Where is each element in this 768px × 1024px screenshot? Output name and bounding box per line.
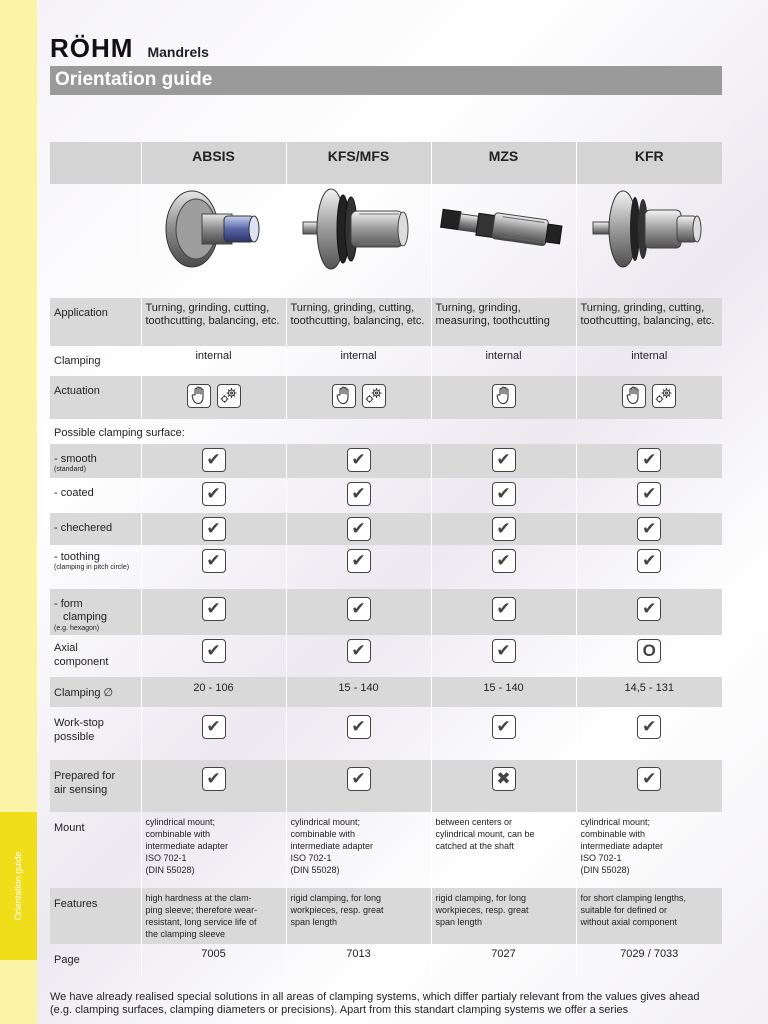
row-label: Mount bbox=[50, 812, 141, 888]
mount-value bbox=[431, 812, 576, 888]
application-value: Turning, grinding, cutting, toothcutting, balancing, etc. bbox=[576, 298, 722, 346]
side-tab-label: Orientation guide bbox=[13, 851, 23, 921]
check-icon: ✔ bbox=[492, 715, 516, 739]
actuation-row bbox=[50, 376, 722, 419]
product-image-mzs bbox=[431, 184, 576, 298]
check-icon: ✔ bbox=[637, 482, 661, 506]
mount-line: ISO 702-1 bbox=[290, 853, 332, 863]
features-line: workpieces, resp. great bbox=[290, 905, 384, 915]
title-bar bbox=[50, 66, 722, 95]
check-icon: ✔ bbox=[202, 482, 226, 506]
cell bbox=[141, 707, 286, 760]
check-icon: ✔ bbox=[202, 597, 226, 621]
smooth-row bbox=[50, 444, 722, 478]
cell bbox=[576, 545, 722, 589]
cell bbox=[286, 589, 431, 635]
features-value bbox=[286, 888, 431, 944]
workstop-label: Work-stop bbox=[54, 717, 104, 729]
cell bbox=[286, 444, 431, 478]
actuation-cell bbox=[576, 376, 722, 419]
orientation-table bbox=[50, 142, 722, 976]
check-icon: ✔ bbox=[492, 639, 516, 663]
cell bbox=[431, 513, 576, 545]
toothing-row bbox=[50, 545, 722, 589]
smooth-note: (standard) bbox=[54, 466, 86, 473]
application-value: Turning, grinding, measuring, toothcutting bbox=[431, 298, 576, 346]
row-label: Features bbox=[50, 888, 141, 944]
features-line: without axial component bbox=[580, 917, 678, 927]
row-label: Actuation bbox=[50, 376, 141, 419]
features-line: suitable for defined or bbox=[580, 905, 668, 915]
clamping-value: internal bbox=[286, 346, 431, 376]
features-line: rigid clamping, for long bbox=[435, 893, 527, 903]
section-subtitle: Mandrels bbox=[147, 44, 209, 60]
application-row bbox=[50, 298, 722, 346]
product-image-row bbox=[50, 184, 722, 298]
row-label bbox=[50, 635, 141, 677]
air-sensing-row bbox=[50, 760, 722, 812]
cell bbox=[141, 760, 286, 812]
form-label-2: clamping bbox=[63, 611, 108, 623]
row-label: Page bbox=[50, 944, 141, 976]
check-icon: ✔ bbox=[347, 517, 371, 541]
check-icon: ✔ bbox=[202, 715, 226, 739]
actuation-cell bbox=[286, 376, 431, 419]
diameter-value: 20 - 106 bbox=[141, 677, 286, 707]
features-line: for short clamping lengths, bbox=[580, 893, 687, 903]
cross-icon: ✖ bbox=[492, 767, 516, 791]
header-blank bbox=[50, 142, 141, 184]
cell bbox=[431, 589, 576, 635]
coated-row bbox=[50, 478, 722, 513]
intro-paragraph: We have already realised special solutions in all areas of clamping systems, which differ partialy relevant from the values gives ahead (e.g. clamping surfaces, clamping diameters or precisions). Apart from this standart clamping systems we offer a series bbox=[50, 991, 700, 1016]
row-label: Application bbox=[50, 298, 141, 346]
cell bbox=[576, 444, 722, 478]
mount-line: ISO 702-1 bbox=[580, 853, 622, 863]
application-value: Turning, grinding, cutting, toothcutting, balancing, etc. bbox=[286, 298, 431, 346]
brand-header bbox=[50, 33, 209, 64]
surface-heading: Possible clamping surface: bbox=[54, 427, 185, 439]
cell bbox=[431, 478, 576, 513]
mount-line: intermediate adapter bbox=[145, 841, 229, 851]
toothing-note: (clamping in pitch circle) bbox=[54, 564, 130, 571]
page-value[interactable]: 7029 / 7033 bbox=[620, 948, 679, 960]
surface-heading-row bbox=[50, 419, 722, 444]
cell bbox=[141, 545, 286, 589]
check-icon: ✔ bbox=[202, 448, 226, 472]
column-header: KFS/MFS bbox=[286, 142, 431, 184]
check-icon: ✔ bbox=[202, 517, 226, 541]
cell bbox=[431, 635, 576, 677]
manual-hand-icon bbox=[332, 384, 356, 408]
column-header: KFR bbox=[576, 142, 722, 184]
workstop-label-2: possible bbox=[54, 731, 95, 743]
mount-line: combinable with bbox=[580, 829, 646, 839]
cell bbox=[576, 760, 722, 812]
cell bbox=[286, 635, 431, 677]
diameter-value: 15 - 140 bbox=[431, 677, 576, 707]
check-icon: ✔ bbox=[347, 639, 371, 663]
row-label: Clamping ∅ bbox=[50, 677, 141, 707]
power-gear-icon bbox=[362, 384, 386, 408]
diameter-value: 14,5 - 131 bbox=[576, 677, 722, 707]
clamping-value: internal bbox=[631, 350, 668, 362]
chechered-row bbox=[50, 513, 722, 545]
check-icon: ✔ bbox=[637, 517, 661, 541]
cell bbox=[286, 707, 431, 760]
cell bbox=[141, 513, 286, 545]
check-icon: ✔ bbox=[347, 448, 371, 472]
clamping-value: internal bbox=[141, 346, 286, 376]
cell bbox=[431, 545, 576, 589]
mount-line: intermediate adapter bbox=[580, 841, 664, 851]
axial-label-2: component bbox=[54, 656, 109, 668]
cell bbox=[431, 444, 576, 478]
product-image-kfr bbox=[576, 184, 722, 298]
mount-value bbox=[576, 812, 722, 888]
features-value bbox=[576, 888, 722, 944]
cell bbox=[141, 444, 286, 478]
cell bbox=[141, 589, 286, 635]
cell bbox=[286, 545, 431, 589]
toothing-label: - toothing bbox=[54, 551, 100, 563]
image-blank bbox=[50, 184, 141, 298]
cell bbox=[576, 513, 722, 545]
mount-line: cylindrical mount; bbox=[580, 817, 651, 827]
check-icon: ✔ bbox=[492, 517, 516, 541]
mount-line: combinable with bbox=[290, 829, 356, 839]
rohm-logo: RÖHM bbox=[50, 33, 134, 63]
row-label bbox=[50, 760, 141, 812]
clamping-value: internal bbox=[431, 346, 576, 376]
row-label bbox=[50, 444, 141, 478]
check-icon: ✔ bbox=[492, 549, 516, 573]
page-value[interactable]: 7005 bbox=[141, 944, 286, 976]
features-row bbox=[50, 888, 722, 944]
page-row bbox=[50, 944, 722, 976]
features-line: span length bbox=[435, 917, 483, 927]
row-label bbox=[50, 707, 141, 760]
check-icon: ✔ bbox=[202, 639, 226, 663]
mount-line: ISO 702-1 bbox=[145, 853, 187, 863]
column-header: MZS bbox=[431, 142, 576, 184]
features-line: the clamping sleeve bbox=[145, 929, 226, 939]
product-image-absis bbox=[141, 184, 286, 298]
manual-hand-icon bbox=[187, 384, 211, 408]
mount-line: catched at the shaft bbox=[435, 841, 515, 851]
axial-label: Axial bbox=[54, 642, 78, 654]
check-icon: ✔ bbox=[347, 597, 371, 621]
features-line: span length bbox=[290, 917, 338, 927]
mount-line: (DIN 55028) bbox=[290, 865, 340, 875]
diameter-row bbox=[50, 677, 722, 707]
cell bbox=[286, 513, 431, 545]
mount-row bbox=[50, 812, 722, 888]
actuation-cell bbox=[431, 376, 576, 419]
check-icon: ✔ bbox=[637, 597, 661, 621]
check-icon: ✔ bbox=[637, 767, 661, 791]
features-value bbox=[431, 888, 576, 944]
features-line: rigid clamping, for long bbox=[290, 893, 382, 903]
column-header: ABSIS bbox=[141, 142, 286, 184]
row-label: Clamping bbox=[50, 346, 141, 376]
features-value bbox=[141, 888, 286, 944]
check-icon: ✔ bbox=[637, 549, 661, 573]
manual-hand-icon bbox=[492, 384, 516, 408]
check-icon: ✔ bbox=[347, 549, 371, 573]
mount-line: between centers or bbox=[435, 817, 513, 827]
form-clamping-row bbox=[50, 589, 722, 635]
cell bbox=[286, 478, 431, 513]
check-icon: ✔ bbox=[492, 597, 516, 621]
check-icon: ✔ bbox=[347, 715, 371, 739]
mount-line: (DIN 55028) bbox=[580, 865, 630, 875]
mount-line: intermediate adapter bbox=[290, 841, 374, 851]
circle-icon: O bbox=[637, 639, 661, 663]
cell bbox=[431, 707, 576, 760]
clamping-row bbox=[50, 346, 722, 376]
mount-line: combinable with bbox=[145, 829, 211, 839]
row-label bbox=[50, 589, 141, 635]
cell bbox=[576, 707, 722, 760]
row-label: - chechered bbox=[50, 513, 141, 545]
check-icon: ✔ bbox=[202, 549, 226, 573]
check-icon: ✔ bbox=[492, 482, 516, 506]
power-gear-icon bbox=[652, 384, 676, 408]
row-label bbox=[50, 545, 141, 589]
mount-value bbox=[141, 812, 286, 888]
check-icon: ✔ bbox=[637, 715, 661, 739]
air-label-2: air sensing bbox=[54, 784, 108, 796]
product-image-kfs-mfs bbox=[286, 184, 431, 298]
cell bbox=[431, 760, 576, 812]
form-label: - form bbox=[54, 598, 83, 610]
features-line: workpieces, resp. great bbox=[435, 905, 529, 915]
form-note: (e.g. hexagon) bbox=[54, 625, 100, 632]
manual-hand-icon bbox=[622, 384, 646, 408]
features-line: high hardness at the clam- bbox=[145, 893, 252, 903]
check-icon: ✔ bbox=[492, 448, 516, 472]
mount-line: cylindrical mount; bbox=[290, 817, 361, 827]
features-line: resistant, long service life of bbox=[145, 917, 257, 927]
workstop-row bbox=[50, 707, 722, 760]
row-label: - coated bbox=[50, 478, 141, 513]
mount-value bbox=[286, 812, 431, 888]
diameter-value: 15 - 140 bbox=[286, 677, 431, 707]
smooth-label: - smooth bbox=[54, 453, 97, 465]
page-value[interactable]: 7013 bbox=[286, 944, 431, 976]
power-gear-icon bbox=[217, 384, 241, 408]
features-line: ping sleeve; therefore wear- bbox=[145, 905, 258, 915]
page-value[interactable]: 7027 bbox=[431, 944, 576, 976]
check-icon: ✔ bbox=[347, 767, 371, 791]
axial-row bbox=[50, 635, 722, 677]
page-title: Orientation guide bbox=[55, 69, 213, 90]
cell bbox=[576, 478, 722, 513]
cell bbox=[576, 635, 722, 677]
actuation-cell bbox=[141, 376, 286, 419]
check-icon: ✔ bbox=[637, 448, 661, 472]
cell bbox=[576, 589, 722, 635]
air-label: Prepared for bbox=[54, 770, 116, 782]
mount-line: (DIN 55028) bbox=[145, 865, 195, 875]
mount-line: cylindrical mount, can be bbox=[435, 829, 535, 839]
cell bbox=[141, 478, 286, 513]
mount-line: cylindrical mount; bbox=[145, 817, 216, 827]
application-value: Turning, grinding, cutting, toothcutting, balancing, etc. bbox=[141, 298, 286, 346]
cell bbox=[286, 760, 431, 812]
cell bbox=[141, 635, 286, 677]
table-header-row bbox=[50, 142, 722, 184]
check-icon: ✔ bbox=[202, 767, 226, 791]
check-icon: ✔ bbox=[347, 482, 371, 506]
